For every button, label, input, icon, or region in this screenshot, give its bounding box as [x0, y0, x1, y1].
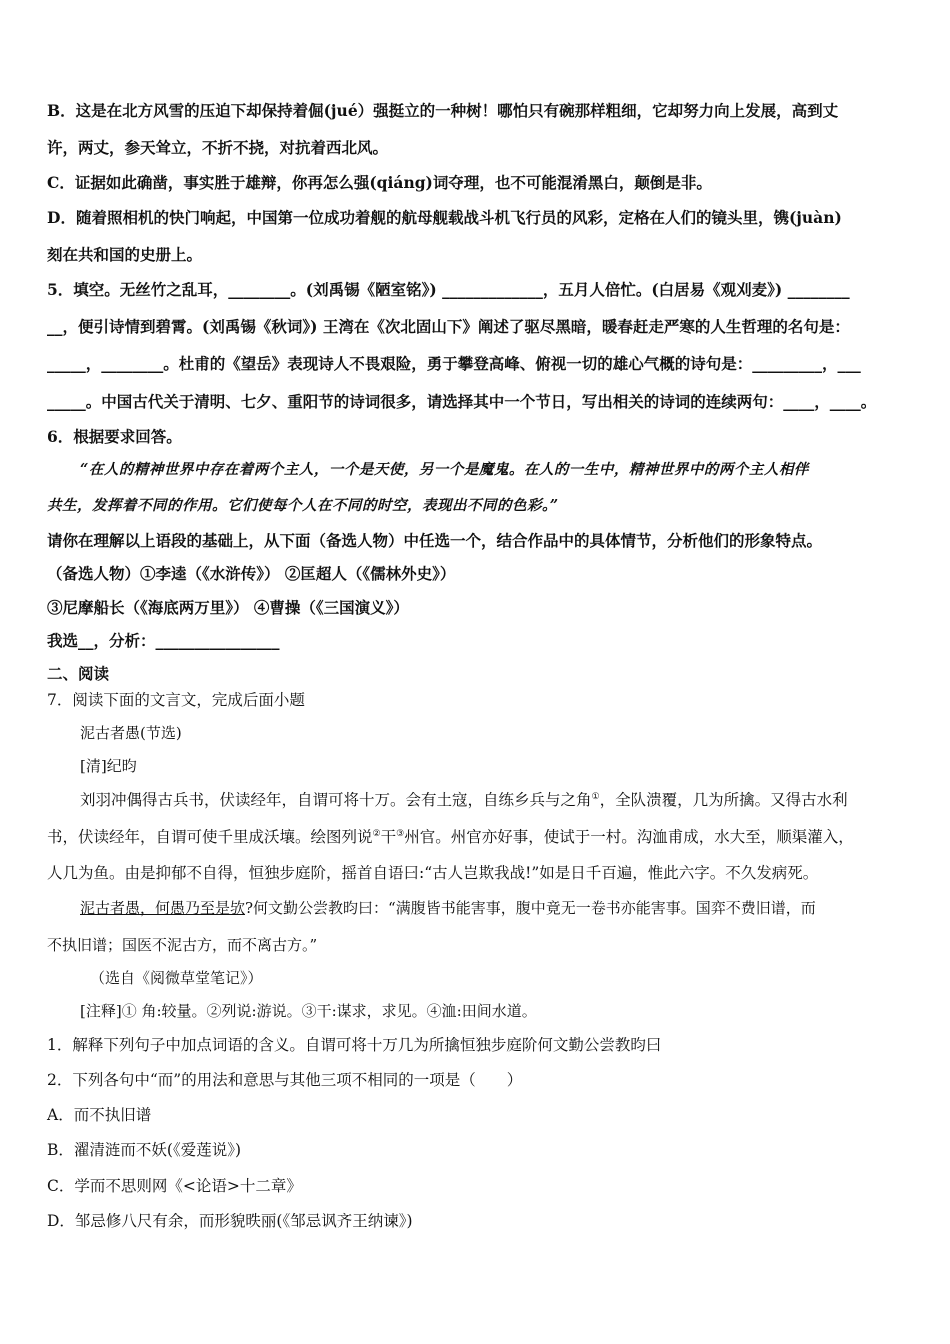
- section-heading: 二、阅读: [47, 664, 110, 683]
- sub-question-1: 1．解释下列句子中加点词语的含义。自谓可将十万几为所擒恒独步庭阶何文勤公尝教昀曰: [47, 1036, 662, 1054]
- footnote-2-marker: ②: [372, 828, 381, 839]
- passage-p1-line1: 刘羽冲偶得古兵书，伏读经年，自谓可将十万。会有土寇，自练乡兵与之角①，全队溃覆，几为所擒。又得古水利: [80, 791, 848, 809]
- q4-option-b-line1: B．这是在北方风雪的压迫下却保持着倔(jué）强挺立的一种树！哪怕只有碗那样粗细，它却努力向上发展，高到丈: [47, 101, 839, 120]
- passage-p2-line1: 泥古者愚，何愚乃至是欤?何文勤公尝教昀曰：“满腹皆书能害事，腹中竟无一卷书亦能害事。国弈不费旧谱，而: [80, 899, 816, 917]
- q5-line4: _____。中国古代关于清明、七夕、重阳节的诗词很多，请选择其中一个节日，写出相关的诗词的连续两句：____，____。: [47, 392, 877, 411]
- passage-p2-line2: 不执旧谱；国医不泥古方，而不离古方。”: [47, 936, 318, 954]
- sub-question-2: 2．下列各句中“而”的用法和意思与其他三项不相同的一项是（ ）: [47, 1071, 523, 1089]
- footnote-1-marker: ①: [591, 791, 600, 802]
- q5-line2: __，便引诗情到碧霄。(刘禹锡《秋词》) 王湾在《次北固山下》阐述了驱尽黑暗，暖春赶走严寒的人生哲理的名句是：: [47, 317, 850, 336]
- passage-source: （选自《阅微草堂笔记》）: [90, 969, 263, 987]
- footnote-3-marker: ③: [396, 828, 405, 839]
- passage-p1-line2: 书，伏读经年，自谓可使千里成沃壤。绘图列说②干③州官。州官亦好事，使试于一村。沟洫甫成，水大至，顺渠灌入，: [47, 828, 854, 846]
- q6-quote-line2: 共生，发挥着不同的作用。它们使每个人在不同的时空，表现出不同的色彩。”: [47, 497, 559, 514]
- q6-quote-line1: “在人的精神世界中存在着两个主人，一个是天使，另一个是魔鬼。在人的一生中，精神世界中的两个主人相伴: [80, 461, 809, 478]
- q6-instruction: 请你在理解以上语段的基础上，从下面（备选人物）中任选一个，结合作品中的具体情节，分析他们的形象特点。: [47, 531, 823, 550]
- underlined-sentence: 泥古者愚，何愚乃至是欤: [80, 899, 246, 917]
- passage-author: [清]纪昀: [80, 757, 137, 775]
- passage-p1-line3: 人几为鱼。由是抑郁不自得，恒独步庭阶，摇首自语曰:“古人岂欺我战!”如是日千百遍，惟此六字。不久发病死。: [47, 864, 819, 882]
- q4-option-d-line1: D．随着照相机的快门响起，中国第一位成功着舰的航母舰载战斗机飞行员的风彩，定格在人们的镜头里，镌(juàn): [47, 208, 842, 227]
- q4-option-d-line2: 刻在共和国的史册上。: [47, 245, 203, 264]
- option-a: A．而不执旧谱: [47, 1106, 152, 1124]
- option-c: C．学而不思则网《<论语>十二章》: [47, 1177, 302, 1195]
- q5-line3: _____，________。杜甫的《望岳》表现诗人不畏艰险，勇于攀登高峰、俯视一切的雄心气概的诗句是：_________，___: [47, 354, 861, 373]
- option-d: D．邹忌修八尺有余，而形貌昳丽(《邹忌讽齐王纳谏》): [47, 1212, 413, 1230]
- q6-title: 6．根据要求回答。: [47, 427, 182, 446]
- q5-line1: 5．填空。无丝竹之乱耳，________。(刘禹锡《陋室铭》) _____________，五月人倍忙。(白居易《观刈麦》) ________: [47, 280, 850, 299]
- option-b: B．濯清涟而不妖(《爱莲说》): [47, 1141, 241, 1159]
- passage-notes: [注释]① 角:较量。②列说:游说。③干:谋求，求见。④洫:田间水道。: [80, 1002, 537, 1020]
- q4-option-c: C．证据如此确凿，事实胜于雄辩，你再怎么强(qiáng)词夺理，也不可能混淆黑白，颠倒是非。: [47, 173, 712, 192]
- q6-options-line2: ③尼摩船长（《海底两万里》） ④曹操（《三国演义》）: [47, 598, 409, 617]
- q6-answer-line: 我选__，分析：________________: [47, 631, 280, 650]
- q7-title: 7．阅读下面的文言文，完成后面小题: [47, 691, 305, 709]
- q6-options-line1: （备选人物）①李逵（《水浒传》） ②匡超人（《儒林外史》）: [47, 564, 456, 583]
- q4-option-b-line2: 许，两丈，参天耸立，不折不挠，对抗着西北风。: [47, 138, 389, 157]
- passage-title: 泥古者愚(节选): [80, 724, 182, 742]
